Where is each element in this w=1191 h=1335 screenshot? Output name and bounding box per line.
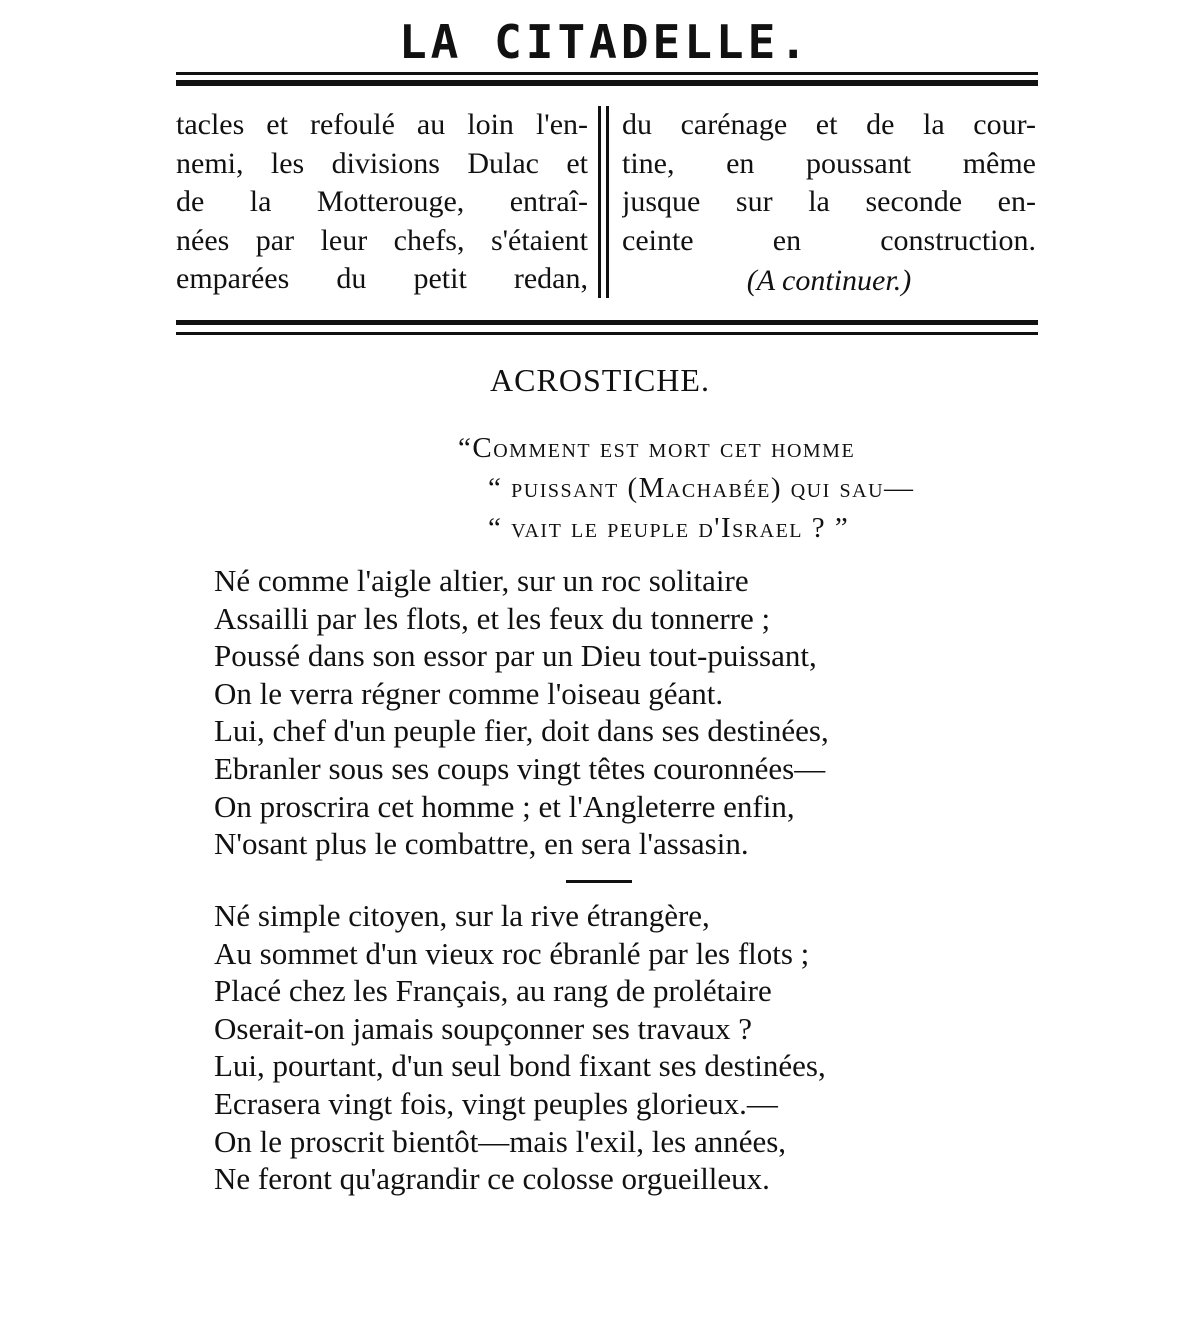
text-line: de la Motterouge, entraî- [176,185,588,218]
section-rule-thin [176,332,1038,335]
column-divider [598,106,601,298]
masthead-title: LA CITADELLE. [398,15,812,69]
verse-line: Ecrasera vingt fois, vingt peuples glorieux.— [214,1085,778,1121]
verse-line: Né simple citoyen, sur la rive étrangère, [214,898,710,933]
verse-line: N'osant plus le combattre, en sera l'assasin. [214,826,749,862]
text-line: nemi, les divisions Dulac et [176,146,588,180]
acrostic-epigraph [0,428,915,548]
verse-line: Né comme l'aigle altier, sur un roc solitaire [214,563,749,598]
verse-line: Poussé dans son essor par un Dieu tout-puissant, [214,638,817,674]
verse-line: Assailli par les flots, et les feux du tonnerre ; [214,600,771,636]
masthead-rule-thin [176,72,1038,75]
epigraph-line: “ vait le peuple d'Israel ? ” [488,512,850,544]
verse-line: Au sommet d'un vieux roc ébranlé par les flots ; [214,935,810,971]
epigraph-line: “Comment est mort cet homme [458,432,856,464]
article-continuation-left-column [176,106,588,299]
section-rule-thick [176,320,1038,325]
acrostic-title: ACROSTICHE. [490,362,710,398]
verse-line: Ebranler sous ses coups vingt têtes couronnées— [214,750,826,786]
verse-line: Lui, pourtant, d'un seul bond fixant ses destinées, [214,1048,826,1084]
text-line: ceinte en construction. [622,223,1036,257]
verse-line: On le verra régner comme l'oiseau géant. [214,675,724,711]
verse-line: Lui, chef d'un peuple fier, doit dans ses destinées, [214,713,829,749]
continue-note: (A continuer.) [746,264,912,297]
verse-line: Placé chez les Français, au rang de prolétaire [214,973,772,1009]
verse-line: Ne feront qu'agrandir ce colosse orgueilleux. [214,1161,770,1197]
verse-line: On proscrira cet homme ; et l'Angleterre enfin, [214,788,795,824]
article-continuation-right-column [622,106,1036,301]
epigraph-line: “ puissant (Machabée) qui sau— [488,472,915,504]
verse-line: Oserait-on jamais soupçonner ses travaux ? [214,1010,753,1046]
text-line: tine, en poussant même [622,146,1036,180]
text-line: du carénage et de la cour- [622,108,1036,141]
text-line: emparées du petit redan, [176,262,588,295]
text-line: tacles et refoulé au loin l'en- [176,108,588,141]
text-line: jusque sur la seconde en- [622,185,1036,218]
column-divider [606,106,609,298]
text-line: nées par leur chefs, s'étaient [176,223,588,257]
acrostic-stanza-2 [214,897,826,1198]
verse-line: On le proscrit bientôt—mais l'exil, les années, [214,1123,787,1159]
stanza-separator [566,880,632,883]
masthead-rule-thick [176,80,1038,86]
acrostic-stanza-1 [214,562,829,863]
